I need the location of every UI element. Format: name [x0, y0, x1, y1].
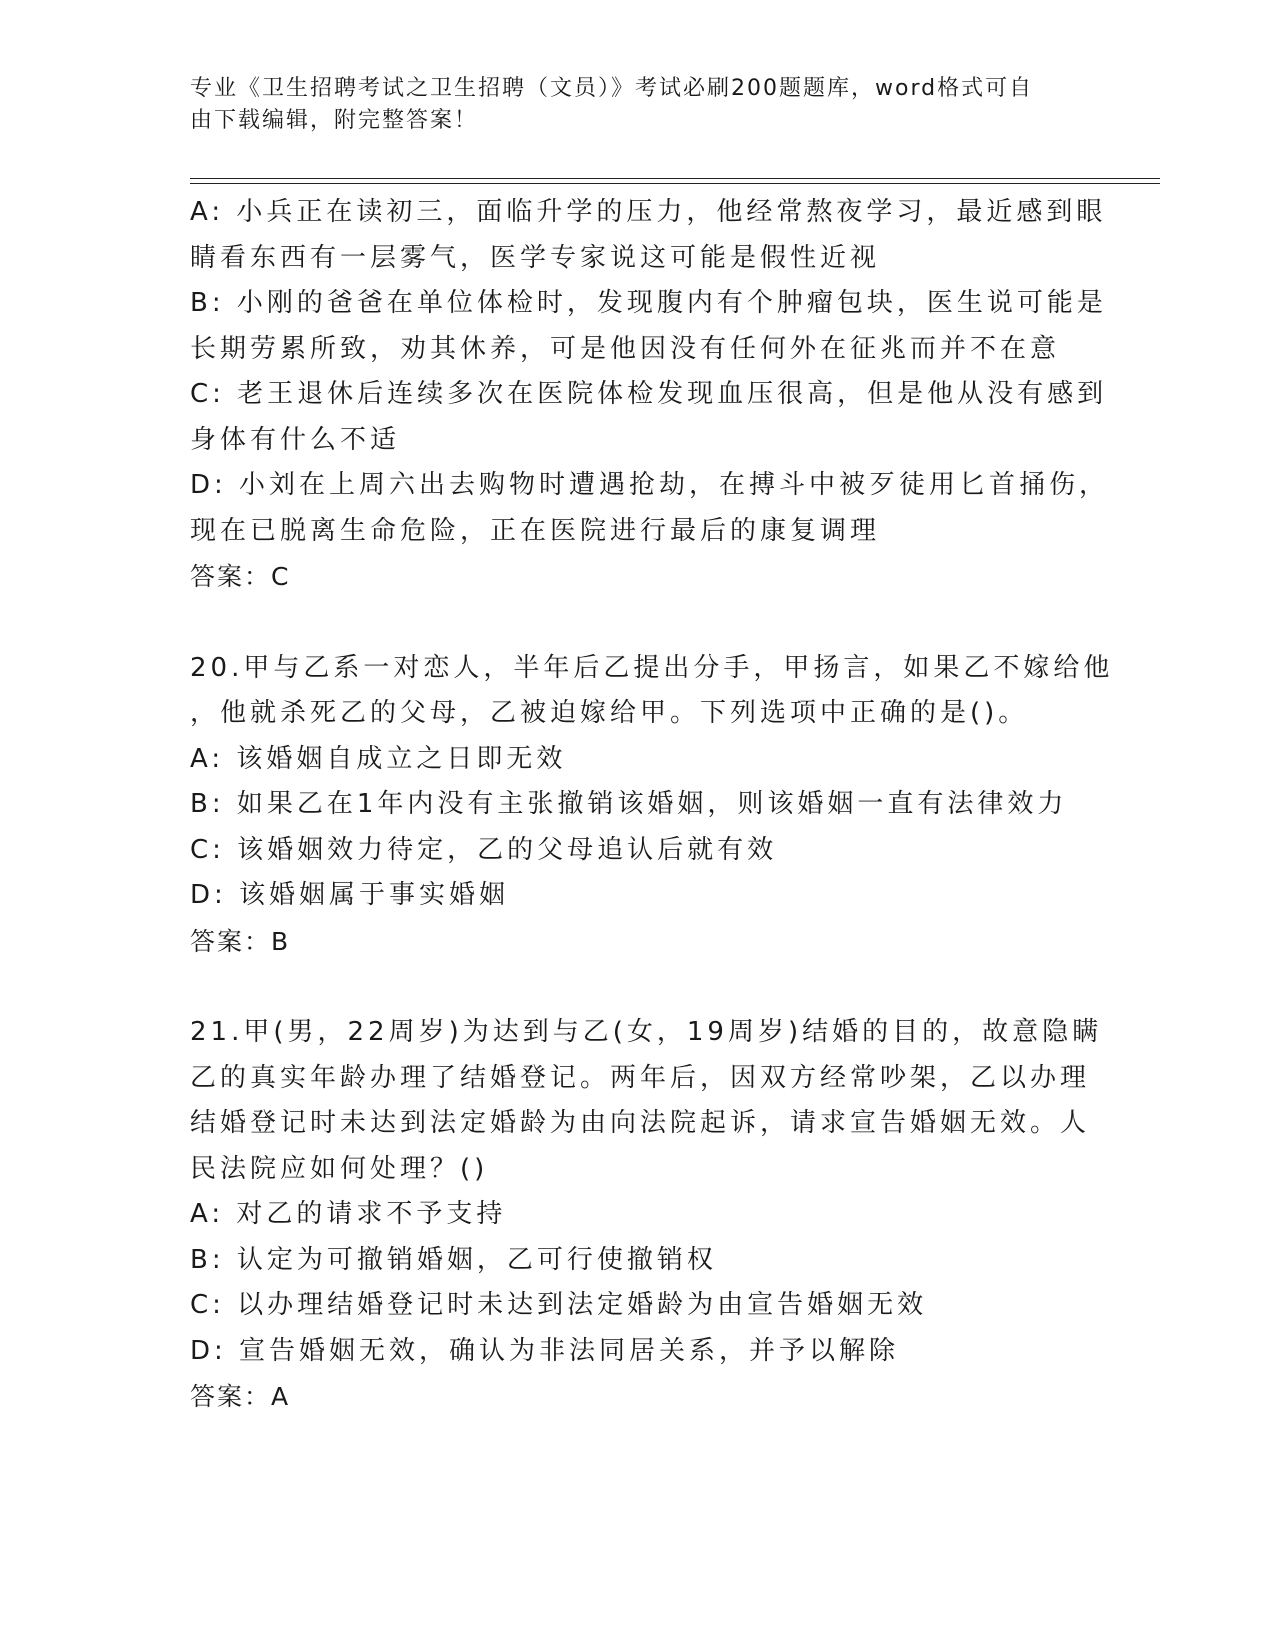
option-a: A: 该婚姻自成立之日即无效 [190, 743, 567, 774]
question-stem-line-1: 20.甲与乙系一对恋人，半年后乙提出分手，甲扬言，如果乙不嫁给他 [190, 652, 1114, 683]
option-d: D: 该婚姻属于事实婚姻 [190, 880, 510, 910]
option-a-line-2: 睛看东西有一层雾气，医学专家说这可能是假性近视 [190, 242, 881, 273]
question-20-block [190, 646, 1114, 965]
question-stem-line-1: 21.甲(男，22周岁)为达到与乙(女，19周岁)结婚的目的，故意隐瞒 [190, 1017, 1103, 1047]
option-a-line-1: A: 小兵正在读初三，面临升学的压力，他经常熬夜学习，最近感到眼 [190, 197, 1107, 227]
option-b: B: 认定为可撤销婚姻，乙可行使撤销权 [190, 1244, 717, 1275]
spacer [190, 964, 1090, 1010]
header-line-2: 由下载编辑，附完整答案！ [190, 108, 479, 133]
option-c: C: 以办理结婚登记时未达到法定婚龄为由宣告婚姻无效 [190, 1290, 928, 1320]
question-21-block [190, 1010, 1103, 1420]
option-a: A: 对乙的请求不予支持 [190, 1199, 507, 1229]
option-d-line-1: D: 小刘在上周六出去购物时遭遇抢劫，在搏斗中被歹徒用匕首捅伤， [190, 470, 1110, 500]
option-c: C: 该婚姻效力待定，乙的父母追认后就有效 [190, 834, 778, 865]
answer-label: 答案：C [190, 562, 291, 591]
option-b-line-1: B: 小刚的爸爸在单位体检时，发现腹内有个肿瘤包块，医生说可能是 [190, 288, 1107, 318]
option-b-line-2: 长期劳累所致，劝其休养，可是他因没有任何外在征兆而并不在意 [190, 333, 1061, 364]
option-d: D: 宣告婚姻无效，确认为非法同居关系，并予以解除 [190, 1335, 900, 1366]
document-header [190, 73, 1090, 137]
answer-label: 答案：B [190, 926, 291, 956]
option-d-line-2: 现在已脱离生命危险，正在医院进行最后的康复调理 [190, 515, 881, 546]
question-stem-line-2: ，他就杀死乙的父母，乙被迫嫁给甲。下列选项中正确的是()。 [190, 698, 1029, 728]
header-divider-bottom [190, 183, 1160, 184]
option-c-line-1: C: 老王退休后连续多次在医院体检发现血压很高，但是他从没有感到 [190, 379, 1108, 409]
question-content [190, 190, 1114, 1420]
question-stem-line-2: 乙的真实年龄办理了结婚登记。两年后，因双方经常吵架，乙以办理 [190, 1062, 1091, 1093]
option-c-line-2: 身体有什么不适 [190, 424, 401, 455]
question-stem-line-4: 民法院应如何处理？() [190, 1153, 489, 1184]
question-19-block [190, 190, 1110, 600]
header-line-1: 专业《卫生招聘考试之卫生招聘（文员）》考试必刷200题题库，word格式可自 [190, 76, 1034, 101]
answer-label: 答案：A [190, 1382, 291, 1411]
spacer [190, 600, 1090, 646]
question-stem-line-3: 结婚登记时未达到法定婚龄为由向法院起诉，请求宣告婚姻无效。人 [190, 1108, 1091, 1138]
option-b: B: 如果乙在1年内没有主张撤销该婚姻，则该婚姻一直有法律效力 [190, 789, 1068, 819]
header-divider-top [190, 178, 1160, 179]
